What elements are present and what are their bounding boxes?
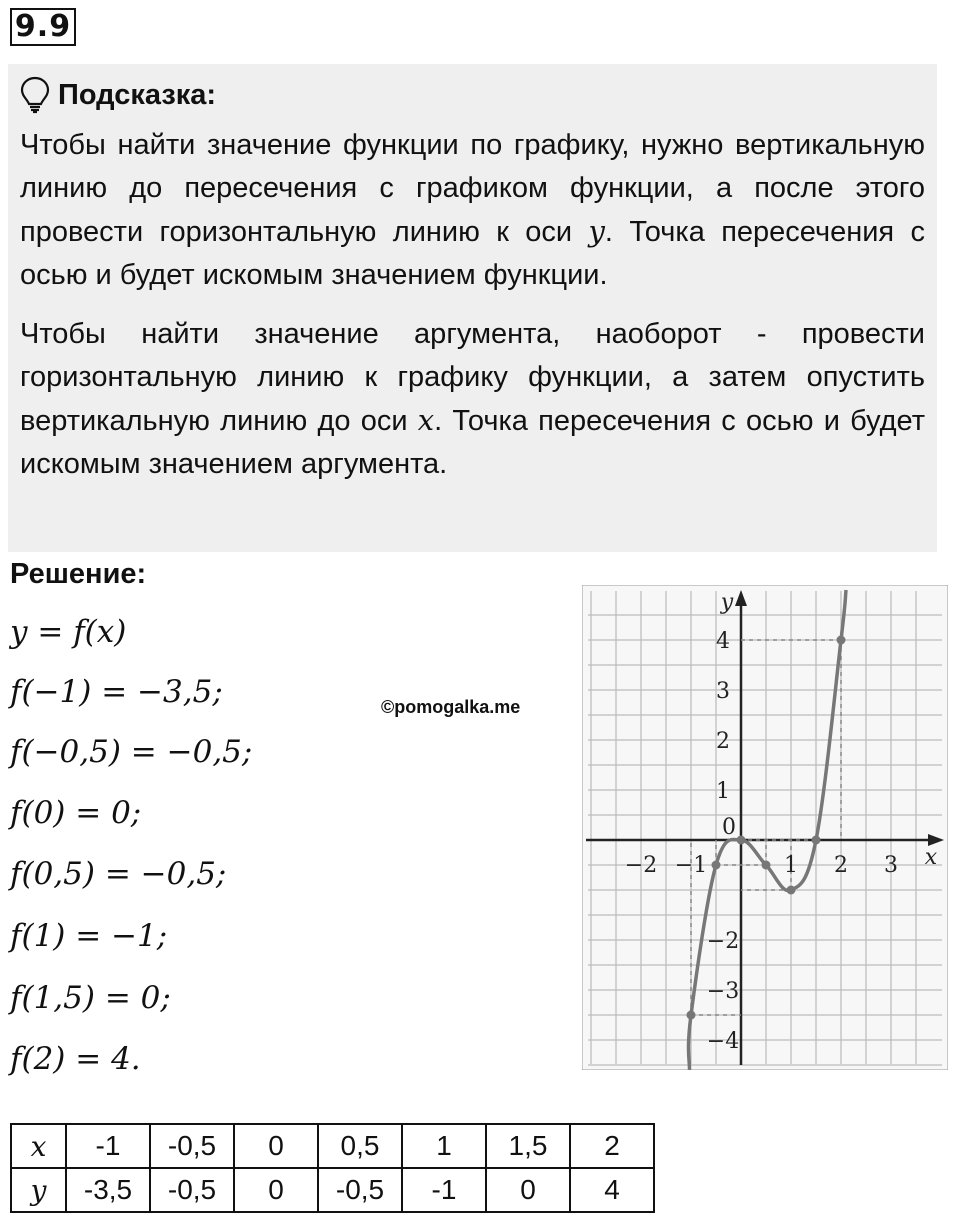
hint-title: Подсказка: [58,78,217,111]
data-point [712,861,721,870]
x-tick-label: −1 [674,853,708,878]
lightbulb-icon [20,76,50,114]
y-tick-label: −3 [706,979,740,1004]
equation: f(−0,5) = −0,5; [10,734,253,770]
table-cell: -1 [66,1124,150,1168]
data-point [737,836,746,845]
equation: f(0) = 0; [10,795,142,831]
y-tick-label: 2 [716,729,730,754]
table-cell: -1 [402,1168,486,1212]
equation: y = f(x) [10,614,127,650]
y-tick-label: 4 [716,629,730,654]
table-cell: 2 [570,1124,654,1168]
table-cell: 1 [402,1124,486,1168]
table-row-y [11,1168,654,1212]
equation: f(1,5) = 0; [10,980,171,1016]
equation: f(0,5) = −0,5; [10,856,227,892]
x-axis-label: x [924,845,938,870]
y-tick-label: −4 [706,1029,740,1054]
solution-title: Решение: [10,558,147,590]
data-point [762,861,771,870]
data-point [812,836,821,845]
hint-p1-text-a: Чтобы найти значение функции по графику, нужно вертикальную линию до пересечения с графиком функции, а после этого провести горизонтальную линию к оси [20,129,925,248]
watermark: ©pomogalka.me [381,697,521,717]
table-row-x [11,1124,654,1168]
x-tick-label: 2 [834,853,848,878]
table-cell: -0,5 [150,1168,234,1212]
y-tick-label: −2 [706,929,740,954]
table-cell: -0,5 [150,1124,234,1168]
hint-p1-text-b: . Точка пересечения с осью и будет искомым значением функции. [20,216,925,291]
data-point [787,886,796,895]
table-cell: 0 [234,1168,318,1212]
hint-p2-axis-x: x [417,403,435,437]
values-table [10,1123,655,1213]
problem-number: 9.9 [10,8,76,46]
hint-box [8,64,937,552]
function-graph [582,585,948,1070]
x-tick-label: 3 [884,853,898,878]
equation: f(2) = 4. [10,1041,141,1077]
hint-paragraph-1 [20,124,925,297]
x-tick-label: −2 [624,853,658,878]
table-cell: -3,5 [66,1168,150,1212]
origin-label: 0 [722,815,736,840]
table-cell: 4 [570,1168,654,1212]
table-header-x: x [11,1124,66,1168]
table-cell: -0,5 [318,1168,402,1212]
table-cell: 0 [234,1124,318,1168]
hint-header [20,72,925,118]
hint-p2-text-a: Чтобы найти значение аргумента, наоборот - провести горизонтальную линию к графику функции, а затем опустить вертикальную линию до оси [20,318,925,437]
equation: f(1) = −1; [10,918,168,954]
data-point [687,1011,696,1020]
hint-p1-axis-y: y [588,214,605,248]
y-axis-label: y [720,590,734,615]
equation: f(−1) = −3,5; [10,674,223,710]
table-cell: 0,5 [318,1124,402,1168]
y-tick-label: 1 [716,779,730,804]
y-tick-label: 3 [716,679,730,704]
data-point [837,636,846,645]
table-cell: 1,5 [486,1124,570,1168]
hint-p2-text-b: . Точка пересечения с осью и будет искомым значением аргумента. [20,405,925,480]
hint-paragraph-2 [20,313,925,486]
table-cell: 0 [486,1168,570,1212]
table-header-y: y [11,1168,66,1212]
x-tick-label: 1 [784,853,798,878]
